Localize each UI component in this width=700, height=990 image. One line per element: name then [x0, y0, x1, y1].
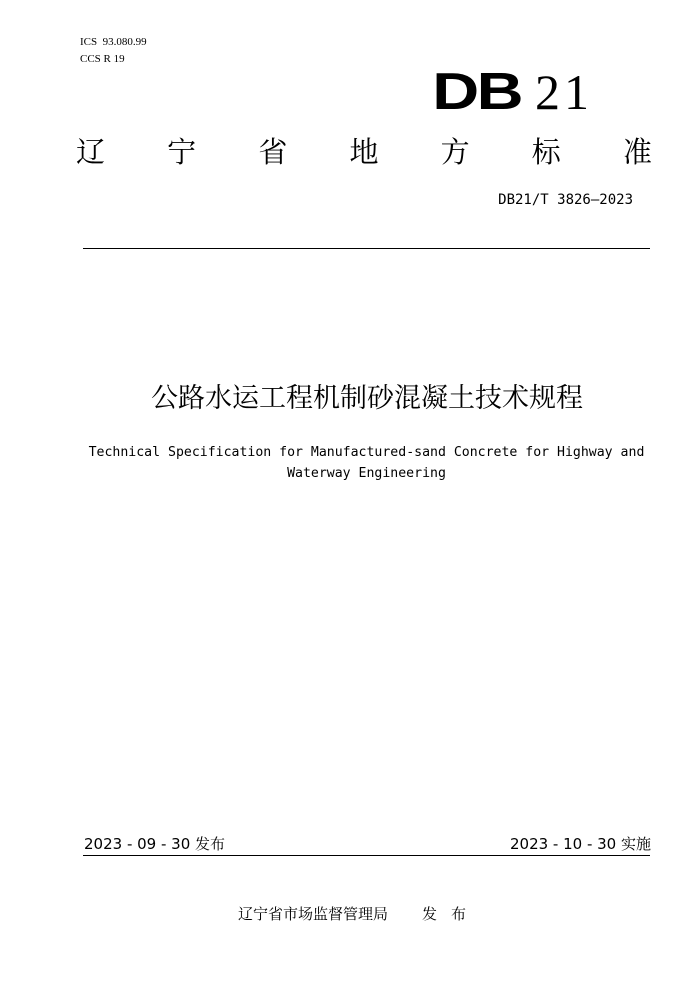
standard-type-char: 标 — [531, 135, 561, 169]
standard-type-char: 方 — [440, 135, 470, 169]
english-title: Technical Specification for Manufactured-sand Concrete for Highway and Waterway Engineering — [88, 445, 645, 481]
standard-type-char: 辽 — [76, 135, 106, 169]
standard-type-heading — [76, 133, 652, 171]
standard-type-char: 省 — [258, 135, 288, 169]
standard-type-char: 准 — [622, 135, 652, 169]
release-date: 2023 - 09 - 30 发布 — [84, 835, 226, 853]
issuing-authority — [238, 904, 480, 924]
issuer-verb: 发布 — [422, 905, 481, 923]
footer-divider — [83, 855, 650, 856]
standard-type-char: 宁 — [167, 135, 197, 169]
ics-code: ICS 93.080.99 — [80, 36, 147, 48]
logo-prefix: DB — [432, 63, 521, 121]
classification-codes — [80, 34, 147, 68]
chinese-title: 公路水运工程机制砂混凝土技术规程 — [151, 383, 583, 414]
ccs-code: CCS R 19 — [80, 53, 125, 65]
logo-number: 21 — [535, 64, 593, 120]
header-divider — [83, 248, 650, 249]
issuer-organization: 辽宁省市场监督管理局 — [238, 905, 389, 923]
db21-logo — [432, 58, 593, 121]
standard-type-char: 地 — [349, 135, 379, 169]
standard-number: DB21/T 3826—2023 — [498, 192, 633, 208]
implementation-date: 2023 - 10 - 30 实施 — [509, 835, 651, 853]
